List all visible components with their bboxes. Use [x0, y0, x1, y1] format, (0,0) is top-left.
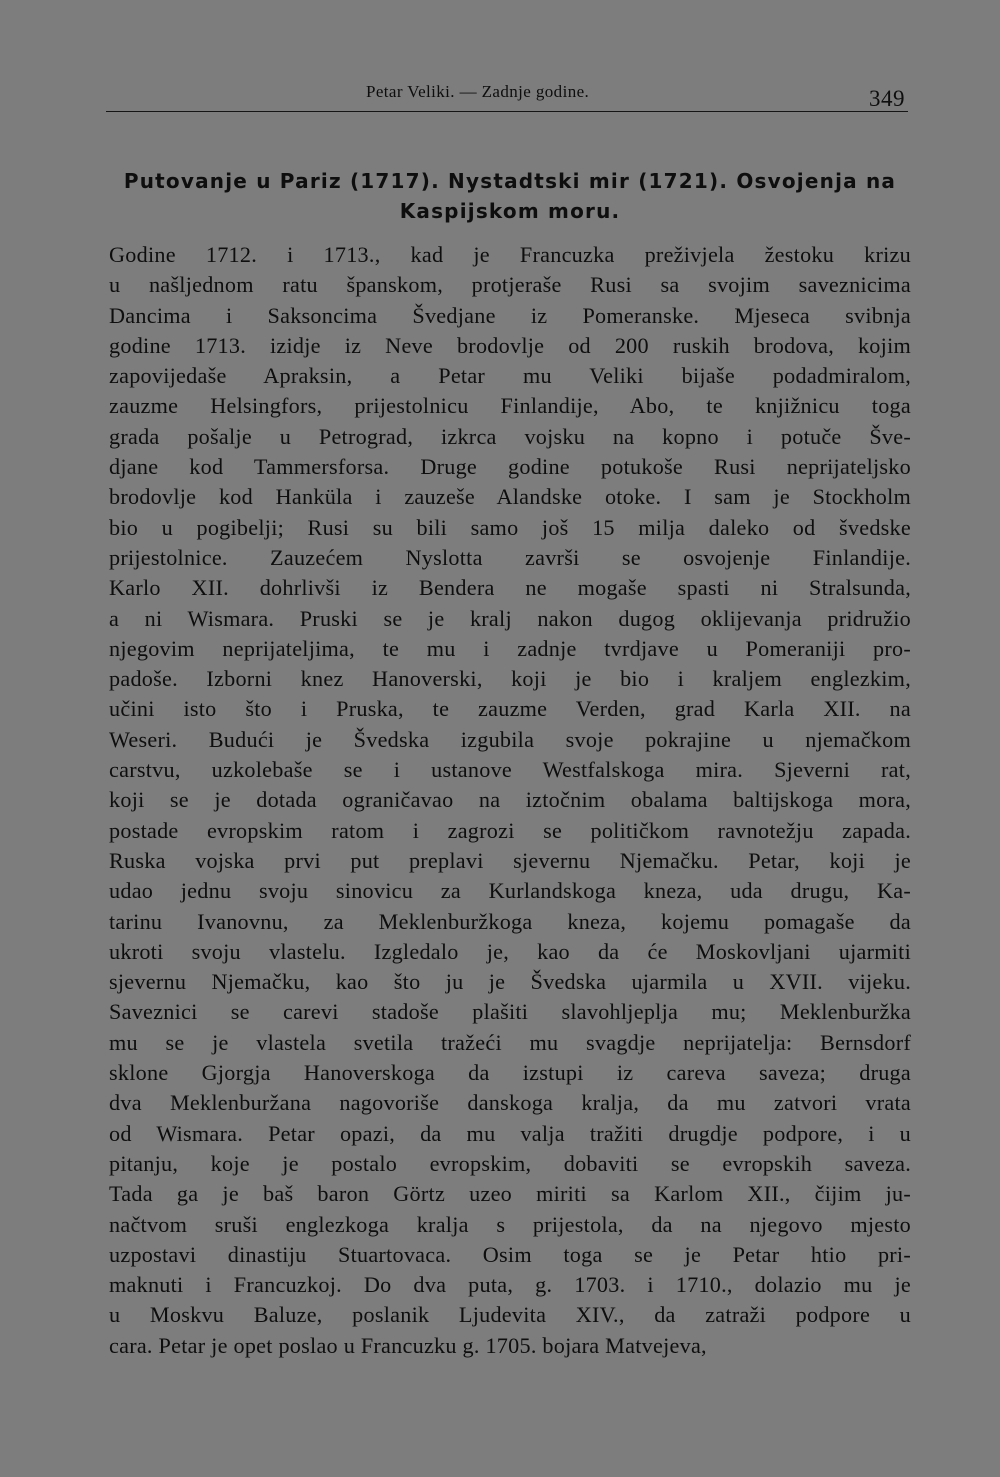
body-line: maknuti i Francuzkoj. Do dva puta, g. 1703. i 1710., dolazio mu je	[109, 1272, 911, 1298]
body-line: načtvom sruši englezkoga kralja s prijestola, da na njegovo mjesto	[109, 1211, 911, 1237]
body-line: Saveznici se carevi stadoše plašiti slavohlјeplja mu; Meklenburžka	[109, 999, 911, 1025]
body-line: uzpostavi dinastiju Stuartovaca. Osim toga se je Petar htio pri-	[109, 1241, 911, 1267]
page-header	[0, 78, 1000, 114]
body-line: Karlo XII. dohrlivši iz Bendera ne mogaše spasti ni Stralsunda,	[109, 575, 911, 601]
body-line: koji se je dotada ograničavao na iztočnim obalama baltijskoga mora,	[109, 787, 911, 813]
body-line: mu se je vlastela svetila tražeći mu svagdje neprijatelja: Bernsdorf	[109, 1029, 911, 1055]
body-line: tarinu Ivanovnu, za Meklenburžkoga kneza, kojemu pomagaše da	[109, 908, 911, 934]
body-line: udao jednu svoju sinovicu za Kurlandskoga kneza, uda drugu, Ka-	[109, 878, 911, 904]
header-rule	[106, 111, 908, 112]
body-line: grada pošalje u Petrograd, izkrca vojsku na kopno i potuče Šve-	[109, 423, 911, 449]
body-line: dva Meklenburžana nagovoriše danskoga kralja, da mu zatvori vrata	[109, 1090, 911, 1116]
section-title-line: Kaspijskom moru.	[399, 199, 621, 223]
section-title-line: Putovanje u Pariz (1717). Nystadtski mir (1721). Osvojenja na	[123, 169, 897, 193]
body-line: Dancima i Saksoncima Švedjane iz Pomeranske. Mjeseca svibnja	[109, 302, 911, 328]
body-line: sjevernu Njemačku, kao što ju je Švedska ujarmila u XVII. vijeku.	[109, 969, 911, 995]
body-line: brodovlje kod Hanküla i zauzeše Alandske otoke. I sam je Stockholm	[109, 484, 911, 510]
body-line: Weseri. Budući je Švedska izgubila svoje pokrajine u njemačkom	[109, 726, 911, 752]
body-line: prijestolnice. Zauzećem Nyslotta završi se osvojenje Finlandije.	[109, 544, 911, 570]
body-line: djane kod Tammersforsa. Druge godine potukoše Rusi neprijateljsko	[109, 454, 911, 480]
body-line: Ruska vojska prvi put preplavi sjevernu Njemačku. Petar, koji je	[109, 847, 911, 873]
body-line: bio u pogibelji; Rusi su bili samo još 15 milja daleko od švedske	[109, 514, 911, 540]
body-line: padoše. Izborni knez Hanoverski, koji je bio i kraljem englezkim,	[109, 666, 911, 692]
body-line: njegovim neprijateljima, te mu i zadnje tvrdjave u Pomeraniji pro-	[109, 635, 911, 661]
body-line: sklone Gjorgja Hanoverskoga da izstupi iz careva saveza; druga	[109, 1060, 911, 1086]
body-line: ukroti svoju vlastelu. Izgledalo je, kao da će Moskovljani ujarmiti	[109, 938, 911, 964]
body-line: a ni Wismara. Pruski se je kralj nakon dugog oklijevanja pridružio	[109, 605, 911, 631]
page-number: 349	[869, 86, 905, 111]
body-line: carstvu, uzkolebaše se i ustanove Westfalskoga mira. Sjeverni rat,	[109, 757, 911, 783]
body-line: u našljednom ratu španskom, protjeraše Rusi sa svojim saveznicima	[109, 272, 911, 298]
body-line: cara. Petar je opet poslao u Francuzku g. 1705. bojara Matvejeva,	[109, 1332, 707, 1358]
body-line: od Wismara. Petar opazi, da mu valja tražiti drugdje podpore, i u	[109, 1120, 911, 1146]
body-text	[109, 240, 911, 1361]
running-head: Petar Veliki. — Zadnje godine.	[366, 82, 590, 101]
body-line: u Moskvu Baluze, poslanik Ljudevita XIV., da zatraži podpore u	[109, 1302, 911, 1328]
body-line: postade evropskim ratom i zagrozi se političkom ravnotežju zapada.	[109, 817, 911, 843]
body-line: pitanju, koje je postalo evropskim, dobaviti se evropskih saveza.	[109, 1150, 911, 1176]
body-line: Tada ga je baš baron Görtz uzeo miriti sa Karlom XII., čijim ju-	[109, 1181, 911, 1207]
body-line: zauzme Helsingfors, prijestolnicu Finlandije, Abo, te knjižnicu toga	[109, 393, 911, 419]
body-line: godine 1713. izidje iz Neve brodovlje od 200 ruskih brodova, kojim	[109, 332, 911, 358]
section-title	[108, 166, 912, 226]
body-line: učini isto što i Pruska, te zauzme Verden, grad Karla XII. na	[109, 696, 911, 722]
body-line: zapovijedaše Apraksin, a Petar mu Veliki bijaše podadmiralom,	[109, 363, 911, 389]
body-line: Godine 1712. i 1713., kad je Francuzka preživjela žestoku krizu	[109, 242, 911, 267]
